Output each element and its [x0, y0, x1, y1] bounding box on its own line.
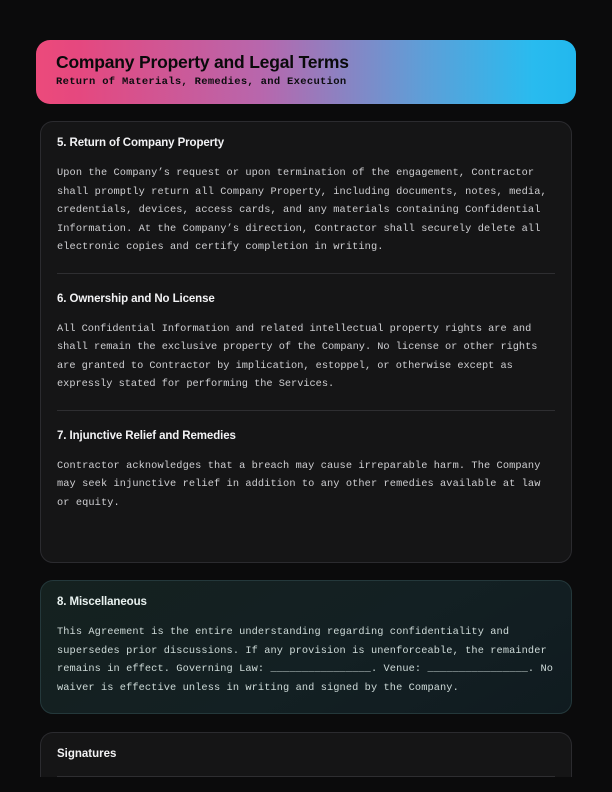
section-8-miscellaneous-card	[40, 580, 572, 714]
section-7-injunctive-relief-and-remedies	[57, 410, 555, 547]
section-8-miscellaneous	[57, 595, 560, 697]
document-header-banner	[36, 40, 576, 104]
section-heading: 7. Injunctive Relief and Remedies	[57, 429, 236, 442]
section-body: All Confidential Information and related intellectual property rights are and shall remain the exclusive property of the Company. No license or other rights are granted to Contractor by implication, estoppel, or otherwise except as expressly stated for performing the Services.	[57, 322, 544, 390]
section-heading: 6. Ownership and No License	[57, 292, 215, 305]
section-body: This Agreement is the entire understanding regarding confidentiality and supersedes prior discussions. If any provision is unenforceable, the remainder remains in effect. Governing Law: ________________. Venue: ________________. No waiver is effective unless in writing and signed by the Company.	[57, 626, 560, 694]
section-body: Contractor acknowledges that a breach may cause irreparable harm. The Company may seek injunctive relief in addition to any other remedies available at law or equity.	[57, 459, 547, 509]
section-5-return-of-company-property	[57, 136, 555, 257]
main-terms-card	[40, 121, 572, 563]
section-heading: 8. Miscellaneous	[57, 596, 147, 608]
page-title: Company Property and Legal Terms	[56, 52, 349, 72]
signatures-card	[40, 732, 572, 777]
section-body: Upon the Company’s request or upon termination of the engagement, Contractor shall promptly return all Company Property, including documents, notes, media, credentials, devices, access cards, and any materials containing Confidential Information. At the Company’s direction, Contractor shall securely delete all electronic copies and certify completion in writing.	[57, 167, 554, 253]
page-subtitle: Return of Materials, Remedies, and Execution	[56, 76, 347, 88]
section-heading: 5. Return of Company Property	[57, 137, 225, 149]
section-6-ownership-and-no-license	[57, 273, 555, 394]
signatures-heading: Signatures	[57, 748, 117, 760]
signatures-divider	[57, 776, 555, 777]
